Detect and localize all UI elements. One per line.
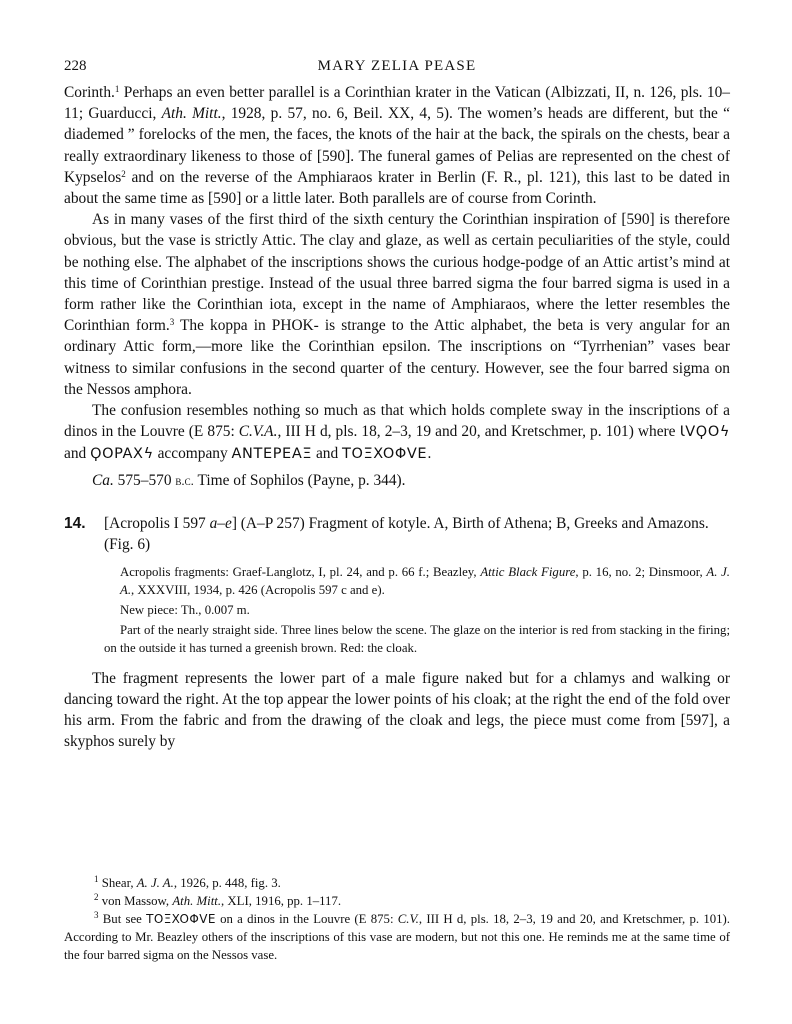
inscription-3: ANTEPEAΞ (231, 446, 313, 463)
description-note: Part of the nearly straight side. Three lines below the scene. The glaze on the interior is red from stacking in the firing; on the outside it has turned a greenish brown. Red: the cloak. (104, 623, 730, 656)
footnote-1: $^1$ Shear, A. J. A., 1926, p. 448, fig. 3. (94, 874, 281, 890)
page-header (64, 58, 730, 82)
inscription-1: ƖVϘOϟ (679, 424, 730, 441)
footnote-ref-1[interactable]: 1 (114, 84, 120, 94)
entry-number: 14. (64, 514, 86, 532)
date-line: Ca. 575–570 b.c. Time of Sophilos (Payne, p. 344). (92, 471, 406, 489)
footnotes (64, 874, 730, 964)
paragraph-4: The fragment represents the lower part of a male figure naked but for a chlamys and walking or dancing toward the right. At the top appear the lower points of his cloak; at the right the end of the fold over his arm. From the fabric and from the drawing of the cloak and legs, the piece must come from [597], a skyphos surely by (64, 669, 730, 751)
footnote-ref-2[interactable]: 2 (121, 168, 126, 179)
page-number: 228 (64, 58, 87, 74)
new-piece-note: New piece: Th., 0.007 m. (120, 603, 250, 618)
running-head: MARY ZELIA PEASE (317, 58, 477, 74)
paragraph-3: The confusion resembles nothing so much as that which holds complete sway in the inscriptions of a dinos in the Louvre (E 875: C.V.A., III H d, pls. 18, 2–3, 19 and 20, and Kretschmer, p. 101) where ƖVϘOϟ and ϘOPAXϟ accompany ANTEPEAΞ and TOΞXOΦVE. (64, 402, 730, 463)
inscription-2: ϘOPAXϟ (90, 446, 154, 463)
paragraph-1: Corinth.$^1$ Perhaps an even better parallel is a Corinthian krater in the Vatican (Albizzati, II, n. 126, pls. 10–11; Guarducci, Ath. Mitt., 1928, p. 57, no. 6, Beil. XX, 4, 5). The women’s heads are different, but the “ diademed ” forelocks of the men, the faces, the knots of the hair at the back, the spirals on the chests, bear a really extraordinary likeness to those of [590]. The funeral games of Pelias are represented on the chest of Kypselos$^2$ and on the reverse of the Amphiaraos krater in Berlin (F. R., pl. 121), this last to be dated in about the same time as [590] or a little later. Both parallels are of course from Corinth. (64, 84, 730, 208)
footnote-2: $^2$ von Massow, Ath. Mitt., XLI, 1916, pp. 1–117. (94, 892, 342, 908)
paragraph-2: As in many vases of the first third of the sixth century the Corinthian inspiration of [590] is therefore obvious, but the vase is strictly Attic. The clay and glaze, as well as certain peculiarities of the style, could be nothing else. The alphabet of the inscriptions shows the curious hodge-podge of an Attic artist’s mind at this time of Corinthian prestige. Instead of the usual three barred sigma the four barred sigma is used in a form rather like the Corinthian iota, except in the name of Amphiaraos, where the letter resembles the Corinthian form.$^3$ The koppa in PHOK- is strange to the Attic alphabet, the beta is very angular for an ordinary Attic form,—more like the Corinthian epsilon. The inscriptions on “Tyrrhenian” vases bear witness to similar confusions in the second quarter of the century. However, see the four barred sigma on the Nessos amphora. (64, 211, 730, 398)
footnote-ref-3[interactable]: 3 (169, 317, 175, 328)
catalogue-entry-14: 14. [Acropolis I 597 a–e] (A–P 257) Fragment of kotyle. A, Birth of Athena; B, Greeks and Amazons. (Fig. 6) (64, 514, 709, 553)
page-body (64, 58, 730, 752)
inscription-footnote: TOΞXOΦVE (146, 912, 216, 926)
inscription-4: TOΞXOΦVE. (342, 446, 433, 463)
footnote-3: $^3$ But see TOΞXOΦVE on a dinos in the Louvre (E 875: C.V., III H d, pls. 18, 2–3, 19 and 20, and Kretschmer, p. 101). According to Mr. Beazley others of the inscriptions of this vase are modern, but not this one. He reminds me at the same time of the four barred sigma on the Nessos vase. (64, 910, 730, 962)
bibliography-note: Acropolis fragments: Graef-Langlotz, I, pl. 24, and p. 66 f.; Beazley, Attic Black Figure, p. 16, no. 2; Dinsmoor, A. J. A., XXXVIII, 1934, p. 426 (Acropolis 597 c and e). (120, 564, 731, 597)
